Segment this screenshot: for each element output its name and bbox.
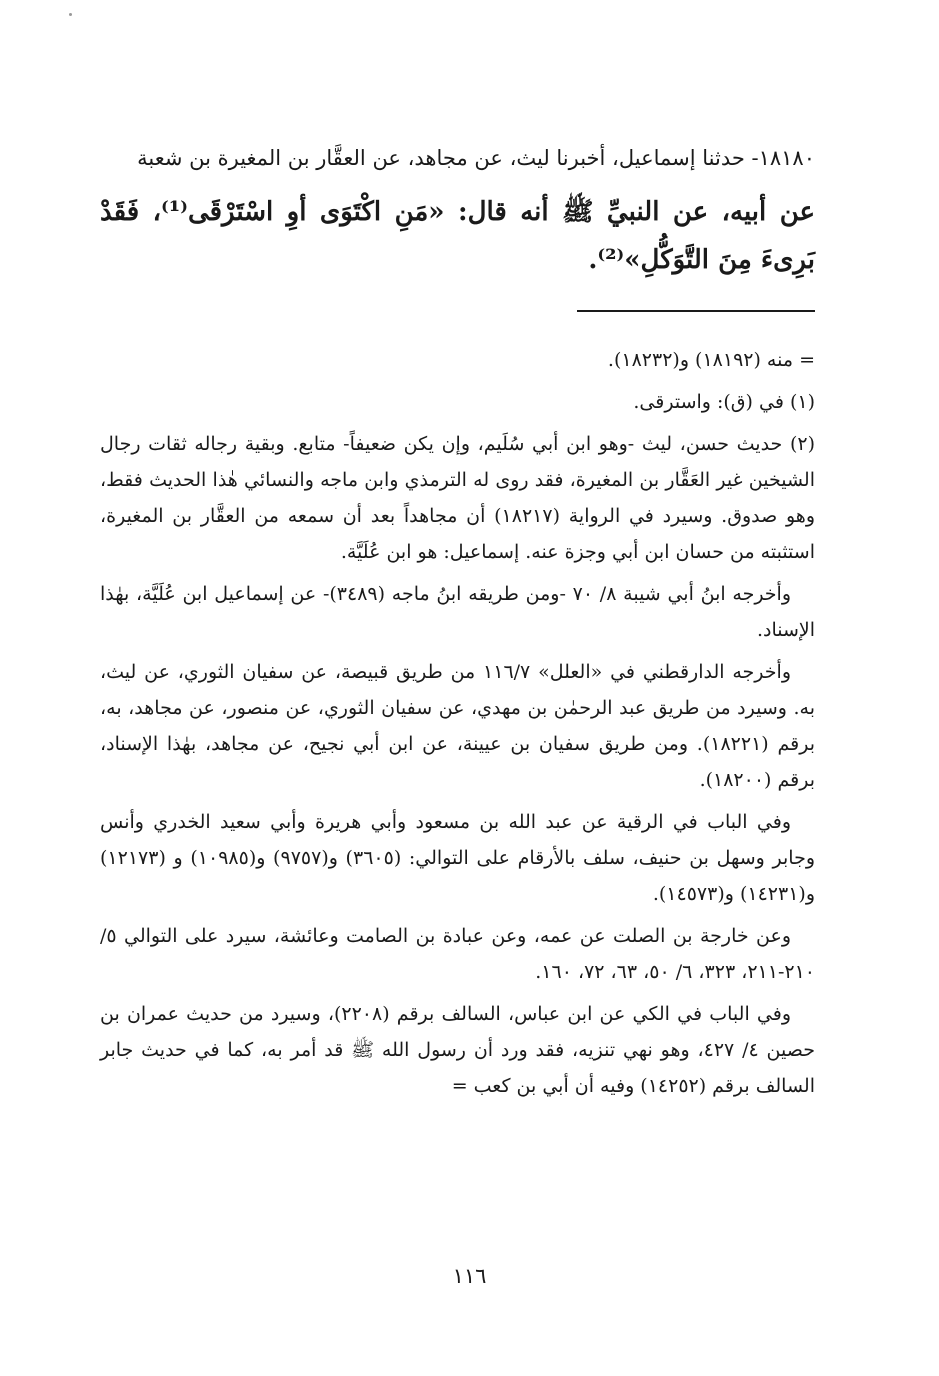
footnotes <box>100 342 815 1104</box>
footnote-2-paragraph: وعن خارجة بن الصلت عن عمه، وعن عبادة بن الصامت وعائشة، سيرد على التوالي ٥/ ٢١٠-٢١١، ٣٢٣، ٦/ ٥٠، ٦٣، ٧٢، ١٦٠. <box>100 925 815 983</box>
hadith-isnad: ١٨١٨٠- حدثنا إسماعيل، أخبرنا ليث، عن مجاهد، عن العقَّار بن المغيرة بن شعبة <box>137 146 815 170</box>
page-number: ١١٦ <box>452 1264 487 1288</box>
document-page <box>100 140 815 1300</box>
footnote-2-paragraph: وفي الباب في الرقية عن عبد الله بن مسعود وأبي هريرة وأبي سعيد الخدري وأنس وجابر وسهل بن حنيف، سلف بالأرقام على التوالي: (٣٦٠٥) و(٩٧٥٧) و(١٠٩٨٥) و (١٢١٧٣) و(١٤٢٣١) و(١٤٥٧٣). <box>100 811 815 905</box>
footnote-2-paragraph: وفي الباب في الكي عن ابن عباس، السالف برقم (٢٢٠٨)، وسيرد من حديث عمران بن حصين ٤/ ٤٢٧، وهو نهي تنزيه، فقد ورد أن رسول الله ﷺ قد أمر به، كما في حديث جابر السالف برقم (١٤٢٥٢) وفيه أن أبي بن كعب = <box>100 1003 815 1097</box>
hadith-matn: عن أبيه، عن النبيِّ ﷺ أنه قال: «مَنِ اكْتَوَى أوِ اسْتَرْقَى⁽¹⁾، فَقَدْ بَرِىءَ مِنَ التَّوَكُّلِ»⁽²⁾. <box>100 197 815 275</box>
footnote-continuation: = منه (١٨١٩٢) و(١٨٢٣٢). <box>607 349 815 371</box>
footnote-2: (٢) حديث حسن، ليث -وهو ابن أبي سُلَيم، وإن يكن ضعيفاً- متابع. وبقية رجاله ثقات رجال الشيخين غير العَقَّار بن المغيرة، فقد روى له الترمذي وابن ماجه والنسائي هٰذا الحديث فقط، وهو صدوق. وسيرد في الرواية (١٨٢١٧) أن مجاهداً بعد أن سمعه من العقَّار بن المغيرة، استثبته من حسان ابن أبي وجزة عنه. إسماعيل: هو ابن عُلَيَّة. <box>100 433 815 563</box>
footnote-1: (١) في (ق): واسترقى. <box>633 391 815 413</box>
scan-speck <box>69 13 72 16</box>
footnote-2-paragraph: وأخرجه الدارقطني في «العلل» ١١٦/٧ من طريق قبيصة، عن سفيان الثوري، عن ليث، به. وسيرد من طريق عبد الرحمٰن بن مهدي، عن سفيان الثوري، عن منصور، عن مجاهد، به، برقم (١٨٢٢١). ومن طريق سفيان بن عيينة، عن ابن أبي نجيح، عن مجاهد، بهٰذا الإسناد، برقم (١٨٢٠٠). <box>100 661 815 791</box>
footnote-separator <box>577 310 815 312</box>
footnote-2-paragraph: وأخرجه ابنُ أبي شيبة ٨/ ٧٠ -ومن طريقه ابنُ ماجه (٣٤٨٩)- عن إسماعيل ابن عُلَيَّة، بهٰذا الإسناد. <box>100 583 815 641</box>
